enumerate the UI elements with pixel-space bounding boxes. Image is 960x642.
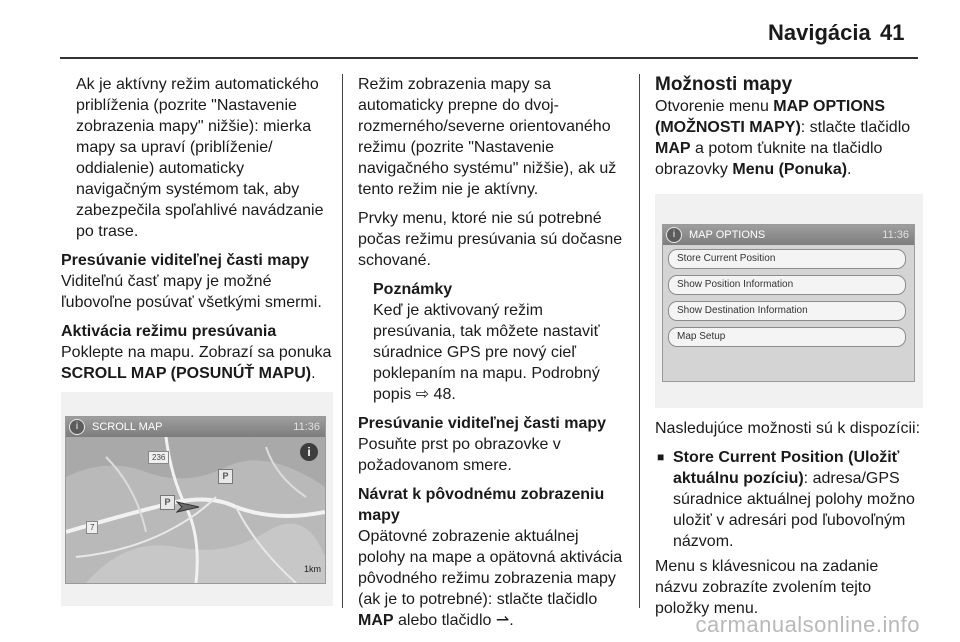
map-scale: 1km — [303, 564, 321, 574]
note-title: Poznámky — [373, 281, 453, 298]
screen-title: SCROLL MAP — [92, 421, 163, 433]
options-intro: Nasledujúce možnosti sú k dispozícii: — [655, 420, 921, 437]
activate-paragraph — [61, 342, 333, 384]
auto-zoom-paragraph: Ak je aktívny režim automatického priblíženia (pozrite "Nastavenie zobrazenia mapy" nižšie): mierka mapy sa upraví (priblíženie/ oddialenie) automaticky navigačným systémom tak, aby zabezpečila spoľahlivé navádzanie po trase. — [76, 76, 324, 240]
screen-title-bar — [663, 225, 914, 245]
menu-item-show-destination-information[interactable]: Show Destination Information — [668, 301, 906, 321]
menu-item-show-position-information[interactable]: Show Position Information — [668, 275, 906, 295]
navigation-arrow-icon — [176, 499, 200, 515]
option-title: Store Current Position (Uložiť aktuálnu pozíciu) — [673, 449, 900, 487]
parking-icon: P — [218, 469, 233, 484]
screen-title-bar — [66, 417, 325, 437]
scroll-instruction: Posuňte prst po obrazovke v požadovanom smere. — [358, 436, 561, 474]
map-options-screen — [662, 224, 915, 382]
section-heading-return: Návrat k pôvodnému zobrazeniu mapy — [358, 486, 605, 524]
page-title: Navigácia — [768, 20, 871, 45]
options-list — [655, 447, 923, 552]
info-icon: i — [69, 419, 85, 435]
map-view[interactable] — [66, 437, 325, 583]
column-middle — [358, 74, 628, 631]
info-icon: i — [666, 227, 682, 243]
column-divider — [639, 74, 640, 608]
note-page-ref: 48. — [429, 386, 456, 403]
map-options-text-2: : stlačte tlačidlo — [800, 119, 911, 136]
map-options-paragraph — [655, 96, 923, 180]
map-options-text: Otvorenie menu — [655, 98, 774, 115]
column-divider — [342, 74, 343, 608]
section-heading-map-options: Možnosti mapy — [655, 74, 793, 95]
page-header — [0, 0, 960, 62]
hidden-items-paragraph: Prvky menu, ktoré nie sú potrebné počas režimu presúvania sú dočasne schované. — [358, 210, 623, 269]
map-options-term: MAP OPTIONS (MOŽNOSTI MAPY) — [655, 98, 885, 136]
page-number: 41 — [880, 20, 905, 45]
map-button-term: MAP — [358, 612, 394, 629]
reference-arrow-icon: ⇨ — [415, 386, 430, 403]
activate-text: Poklepte na mapu. Zobrazí sa ponuka — [61, 344, 332, 361]
list-item — [655, 447, 923, 552]
screen-title: MAP OPTIONS — [689, 229, 766, 241]
menu-item-store-current-position[interactable]: Store Current Position — [668, 249, 906, 269]
map-options-menu — [668, 249, 906, 353]
option-extra: Menu s klávesnicou na zadanie názvu zobrazíte zvolením tejto položky menu. — [655, 558, 879, 617]
scroll-map-term: SCROLL MAP (POSUNÚŤ MAPU) — [61, 365, 312, 382]
note-text: Keď je aktivovaný režim presúvania, tak môžete nastaviť súradnice GPS pre nový cieľ poklepaním na mapu. Podrobný popis — [373, 302, 600, 403]
square-bullet-icon: ■ — [657, 450, 665, 464]
menu-item-map-setup[interactable]: Map Setup — [668, 327, 906, 347]
column-right — [655, 74, 923, 619]
map-button-term: MAP — [655, 140, 691, 157]
map-options-end: . — [847, 161, 852, 178]
watermark: carmanualsonline.info — [695, 612, 920, 637]
note-body — [373, 300, 628, 405]
screen-time: 11:36 — [882, 229, 909, 241]
column-left — [61, 74, 333, 606]
page-footer — [0, 610, 960, 642]
return-text-2: alebo tlačidlo — [393, 612, 496, 629]
header-divider — [60, 57, 918, 59]
map-options-text-3: a potom ťuknite na tlačidlo obrazovky — [655, 140, 883, 178]
map-options-screenshot — [655, 194, 923, 408]
option-body: : adresa/GPS súradnice aktuálnej polohy možno uložiť v adresári pod ľubovoľným názvom. — [673, 470, 915, 550]
scroll-description: Viditeľnú časť mapy je možné ľubovoľne posúvať všetkými smermi. — [61, 273, 322, 311]
screen-time: 11:36 — [293, 421, 320, 433]
route-number-badge: 7 — [86, 521, 98, 534]
scroll-map-screen — [65, 416, 326, 584]
mode-switch-paragraph: Režim zobrazenia mapy sa automaticky prepne do dvoj-rozmerného/severne orientovaného režimu (pozrite "Nastavenie navigačného systému" nižšie), ak už tento režim nie je aktívny. — [358, 76, 617, 198]
menu-button-term: Menu (Ponuka) — [732, 161, 848, 178]
back-arrow-icon: ⇀ — [495, 612, 510, 629]
section-heading-scroll-2: Presúvanie viditeľnej časti mapy — [358, 415, 607, 432]
road-number-badge: 236 — [148, 451, 169, 464]
activate-end: . — [311, 365, 316, 382]
section-heading-scroll: Presúvanie viditeľnej časti mapy — [61, 252, 310, 269]
scroll-map-screenshot — [61, 392, 333, 606]
return-end: . — [509, 612, 514, 629]
note-block — [358, 279, 628, 405]
info-button[interactable]: i — [300, 443, 318, 461]
section-heading-activate: Aktivácia režimu presúvania — [61, 323, 277, 340]
parking-icon: P — [160, 495, 175, 510]
return-text: Opätovné zobrazenie aktuálnej polohy na mape a opätovná aktivácia pôvodného režimu zobrazenia mapy (ak je to potrebné): stlačte tlačidlo — [358, 528, 623, 608]
